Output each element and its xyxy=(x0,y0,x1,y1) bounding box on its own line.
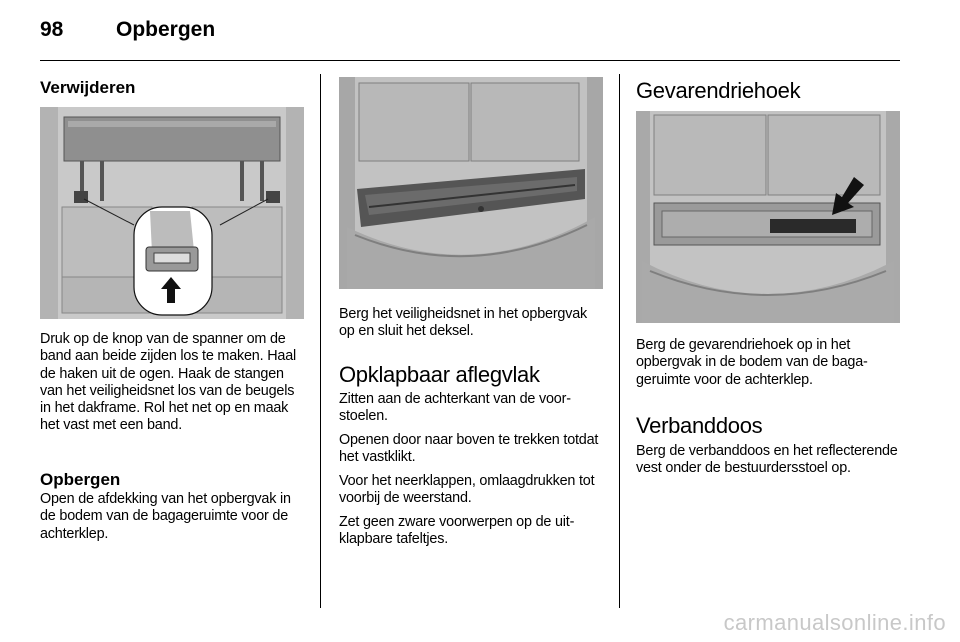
paragraph-table-open: Openen door naar boven te trekken totdat het vastklikt. xyxy=(339,432,599,466)
paragraph-release-strap: Druk op de knop van de spanner om de band aan beide zijden los te maken. Haal de haken uit de ogen. Haak de stangen van het veiligheidsnet los van de beugels in het dakframe. Rol het net op en maak het vast met een band. xyxy=(40,331,297,434)
paragraph-first-aid-storage: Berg de verbanddoos en het reflecterende vest onder de bestuurdersstoel op. xyxy=(636,443,898,477)
page-number: 98 xyxy=(40,18,64,41)
paragraph-open-cover: Open de afdekking van het opbergvak in de bodem van de bagageruimte voor de achterklep. xyxy=(40,491,291,542)
section-heading-gevarendriehoek: Gevarendriehoek xyxy=(636,78,801,103)
section-heading-opklapbaar-aflegvlak: Opklapbaar aflegvlak xyxy=(339,362,540,387)
paragraph-triangle-storage: Berg de gevarendriehoek op in het opbergvak in de bodem van de bagageruimte voor de achterklep. xyxy=(636,337,868,388)
column-divider-2 xyxy=(619,74,620,608)
section-heading-opbergen: Opbergen xyxy=(40,470,121,489)
paragraph-table-location: Zitten aan de achterkant van de voorstoelen. xyxy=(339,391,571,425)
paragraph-store-net: Berg het veiligheidsnet in het opbergvak op en sluit het deksel. xyxy=(339,306,588,340)
luggage-net-strap-illustration-icon xyxy=(40,107,304,319)
warning-triangle-compartment-illustration-icon xyxy=(636,111,900,323)
cargo-compartment-stowage-illustration-icon xyxy=(339,77,603,289)
section-heading-verbanddoos: Verbanddoos xyxy=(636,413,763,438)
section-heading-verwijderen: Verwijderen xyxy=(40,78,136,97)
paragraph-table-fold: Voor het neerklappen, omlaagdrukken tot voorbij de weerstand. xyxy=(339,473,595,507)
page-title: Opbergen xyxy=(116,18,216,41)
watermark: carmanualsonline.info xyxy=(723,610,946,635)
header-rule xyxy=(40,60,900,61)
column-divider-1 xyxy=(320,74,321,608)
paragraph-table-warning: Zet geen zware voorwerpen op de uitklapbare tafeltjes. xyxy=(339,514,575,548)
